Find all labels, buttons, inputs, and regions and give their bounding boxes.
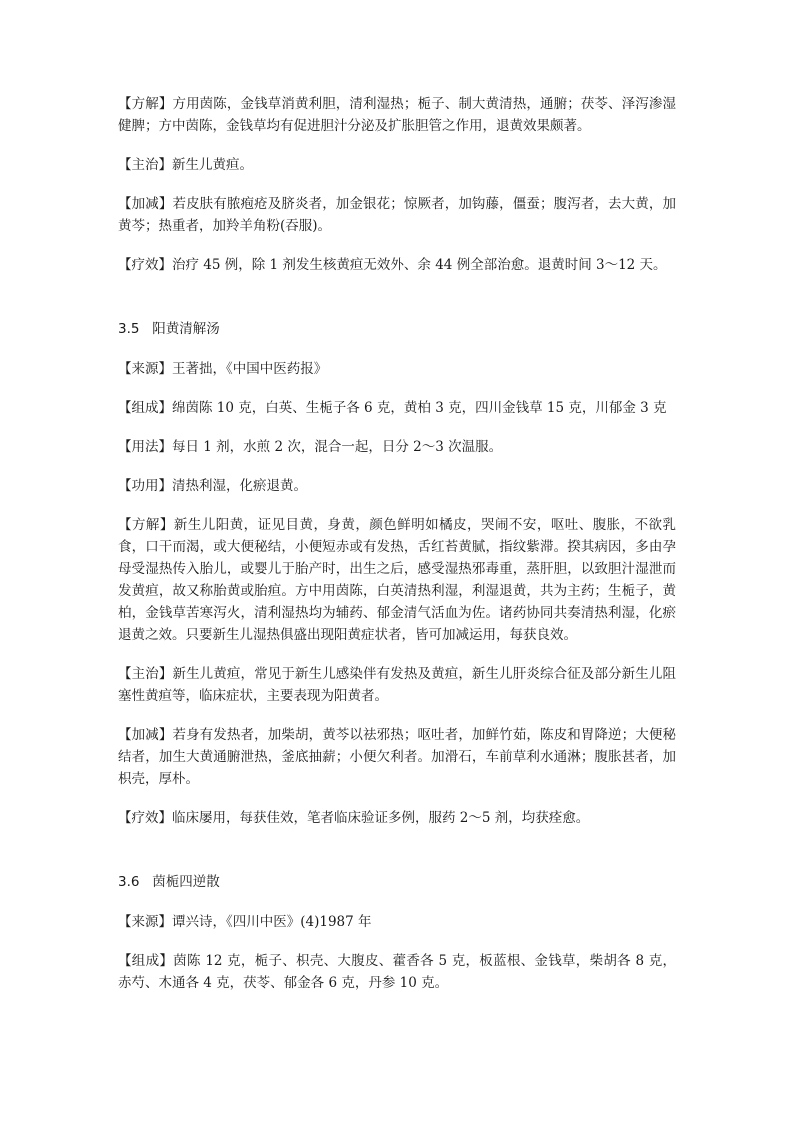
paragraph-zhuzhi: [118, 154, 676, 176]
section-tag: 【方解】: [118, 517, 174, 533]
section-number: 3.5: [118, 321, 140, 337]
paragraph-zucheng: [118, 950, 676, 994]
paragraph-text: 谭兴诗，《四川中医》(4)1987 年: [172, 914, 372, 930]
document-body: [118, 93, 676, 1011]
section-tag: 【组成】: [118, 400, 172, 416]
section-tag: 【组成】: [118, 953, 174, 969]
section-title: 阳黄清解汤: [152, 321, 220, 337]
paragraph-liaoxiao: [118, 254, 676, 276]
section-tag: 【来源】: [118, 914, 172, 930]
paragraph-text: 每日 1 剂，水煎 2 次，混合一起，日分 2～3 次温服。: [172, 439, 503, 455]
paragraph-jiajian: [118, 193, 676, 237]
section-tag: 【加减】: [118, 196, 173, 212]
paragraph-liaoxiao: [118, 807, 676, 829]
paragraph-text: 清热利湿，化瘀退黄。: [172, 478, 307, 494]
paragraph-text: 王著拙，《中国中医药报》: [172, 361, 328, 377]
paragraph-fangjie: [118, 514, 676, 646]
paragraph-gongyong: [118, 475, 676, 497]
paragraph-text: 新生儿黄疸，常见于新生儿感染伴有发热及黄疸，新生儿肝炎综合征及部分新生儿阻塞性黄疸等，临床症状，主要表现为阳黄者。: [118, 666, 677, 704]
paragraph-text: 新生儿阳黄，证见目黄，身黄，颜色鲜明如橘皮，哭闹不安，呕吐、腹胀，不欲乳食，口干而渴，或大便秘结，小便短赤或有发热，舌红苔黄腻，指纹紫滞。揆其病因，多由孕母受湿热传入胎儿，或婴儿于胎产时，出生之后，感受湿热邪毒重，蒸肝胆，以致胆汁湿泄而发黄疸，故又称胎黄或胎疸。方中用茵陈，白英清热利湿，利湿退黄，共为主药；生栀子，黄柏，金钱草苦寒泻火，清利湿热均为辅药、郁金清气活血为佐。诸药协同共奏清热利湿，化瘀退黄之效。只要新生儿湿热俱盛出现阳黄症状者，皆可加减运用，每获良效。: [118, 517, 677, 643]
section-tag: 【加减】: [118, 727, 173, 743]
section-tag: 【方解】: [118, 96, 173, 112]
paragraph-jiajian: [118, 724, 676, 790]
section-tag: 【主治】: [118, 666, 173, 682]
section-tag: 【功用】: [118, 478, 172, 494]
section-number: 3.6: [118, 874, 140, 890]
section-tag: 【用法】: [118, 439, 172, 455]
paragraph-text: 临床屡用，每获佳效，笔者临床验证多例，服药 2～5 剂，均获痊愈。: [172, 810, 590, 826]
section-tag: 【疗效】: [118, 810, 172, 826]
paragraph-text: 新生儿黄疸。: [172, 157, 253, 173]
section-tag: 【疗效】: [118, 257, 172, 273]
paragraph-text: 治疗 45 例，除 1 剂发生核黄疸无效外、余 44 例全部治愈。退黄时间 3～12 天。: [172, 257, 667, 273]
paragraph-text: 若身有发热者，加柴胡，黄芩以祛邪热；呕吐者，加鲜竹茹，陈皮和胃降逆；大便秘结者，加生大黄通腑泄热，釜底抽薪；小便欠利者。加滑石，车前草利水通淋；腹胀甚者，加枳壳，厚朴。: [118, 727, 677, 787]
paragraph-zucheng: [118, 397, 676, 419]
paragraph-laiyuan: [118, 358, 676, 380]
paragraph-yongfa: [118, 436, 676, 458]
section-heading-3-5: [118, 318, 676, 340]
paragraph-text: 茵陈 12 克，栀子、枳壳、大腹皮、藿香各 5 克，板蓝根、金钱草，柴胡各 8 克，赤芍、木通各 4 克，茯苓、郁金各 6 克，丹参 10 克。: [118, 953, 677, 991]
paragraph-laiyuan: [118, 911, 676, 933]
section-heading-3-6: [118, 871, 676, 893]
paragraph-text: 绵茵陈 10 克，白英、生栀子各 6 克，黄柏 3 克，四川金钱草 15 克，川郁金 3 克: [172, 400, 667, 416]
section-title: 茵栀四逆散: [152, 874, 220, 890]
paragraph-fangjie: [118, 93, 676, 137]
section-tag: 【主治】: [118, 157, 172, 173]
section-tag: 【来源】: [118, 361, 172, 377]
paragraph-text: 方用茵陈，金钱草消黄利胆，清利湿热；栀子、制大黄清热，通腑；茯苓、泽泻渗湿健脾；方中茵陈，金钱草均有促进胆汁分泌及扩胀胆管之作用，退黄效果颇著。: [118, 96, 677, 134]
paragraph-text: 若皮肤有脓疱疮及脐炎者，加金银花；惊厥者，加钩藤，僵蚕；腹泻者，去大黄，加黄芩；热重者，加羚羊角粉(吞服)。: [118, 196, 677, 234]
paragraph-zhuzhi: [118, 663, 676, 707]
